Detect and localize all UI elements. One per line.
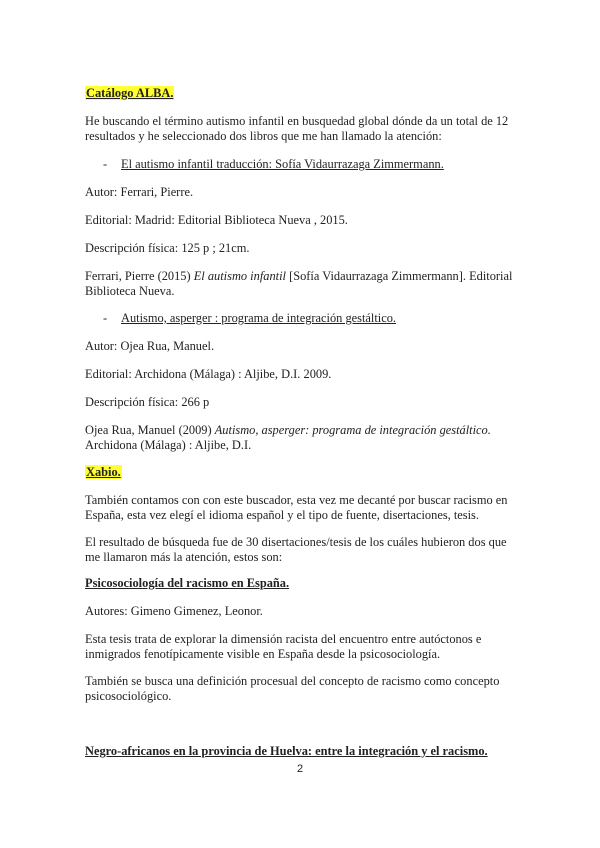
book2-citation — [85, 423, 515, 453]
citation-author: Ferrari, Pierre (2015) — [85, 269, 194, 283]
bullet-item-book1 — [103, 157, 444, 172]
heading-highlight: Catálogo ALBA. — [86, 86, 174, 100]
page-number: 2 — [296, 763, 304, 775]
book2-title: Autismo, asperger : programa de integración gestáltico. — [121, 311, 397, 325]
xabio-paragraph-2: El resultado de búsqueda fue de 30 disertaciones/tesis de los cuáles hubieron dos que me llamaron más la atención, estos son: — [85, 535, 507, 564]
thesis1-description-2: También se busca una definición procesual del concepto de racismo como concepto psicosociológico. — [85, 674, 500, 703]
citation-rest: [Sofía Vidaurrazaga Zimmermann]. Editorial Biblioteca Nueva. — [85, 269, 513, 298]
intro-paragraph: He buscando el término autismo infantil en busquedad global dónde da un total de 12 resultados y he seleccionado dos libros que me han llamado la atención: — [85, 114, 509, 143]
heading-highlight: Xabio. — [86, 465, 121, 479]
book1-author: Autor: Ferrari, Pierre. — [85, 185, 194, 199]
bullet-dash: - — [103, 311, 108, 325]
book1-physical: Descripción física: 125 p ; 21cm. — [85, 241, 250, 255]
book1-publisher: Editorial: Madrid: Editorial Biblioteca Nueva , 2015. — [85, 213, 348, 227]
book1-title: El autismo infantil traducción: Sofía Vidaurrazaga Zimmermann. — [121, 157, 444, 171]
citation-rest: Archidona (Málaga) : Aljibe, D.I. — [85, 438, 252, 452]
xabio-paragraph-1: También contamos con con este buscador, esta vez me decanté por buscar racismo en España, esta vez elegí el idioma español y el tipo de fuente, disertaciones, tesis. — [85, 493, 508, 522]
citation-title: Autismo, asperger: programa de integración gestáltico. — [214, 423, 491, 437]
thesis1-title — [85, 576, 515, 591]
thesis1-title-text: Psicosociología del racismo en España. — [85, 576, 290, 590]
book2-publisher: Editorial: Archidona (Málaga) : Aljibe, D.I. 2009. — [85, 367, 332, 381]
thesis2-title — [85, 744, 525, 759]
bullet-item-book2 — [103, 311, 396, 326]
section-heading-alba — [85, 86, 515, 101]
bullet-dash: - — [103, 157, 108, 171]
thesis1-authors: Autores: Gimeno Gimenez, Leonor. — [85, 604, 263, 618]
book2-physical: Descripción física: 266 p — [85, 395, 210, 409]
thesis1-description-1: Esta tesis trata de explorar la dimensión racista del encuentro entre autóctonos e inmigrados fenotípicamente visible en España desde la psicosociología. — [85, 632, 482, 661]
section-heading-xabio — [85, 465, 515, 480]
citation-title: El autismo infantil — [193, 269, 286, 283]
citation-author: Ojea Rua, Manuel (2009) — [85, 423, 215, 437]
thesis2-title-text: Negro-africanos en la provincia de Huelva: entre la integración y el racismo. — [85, 744, 488, 758]
book2-author: Autor: Ojea Rua, Manuel. — [85, 339, 215, 353]
book1-citation — [85, 269, 515, 299]
